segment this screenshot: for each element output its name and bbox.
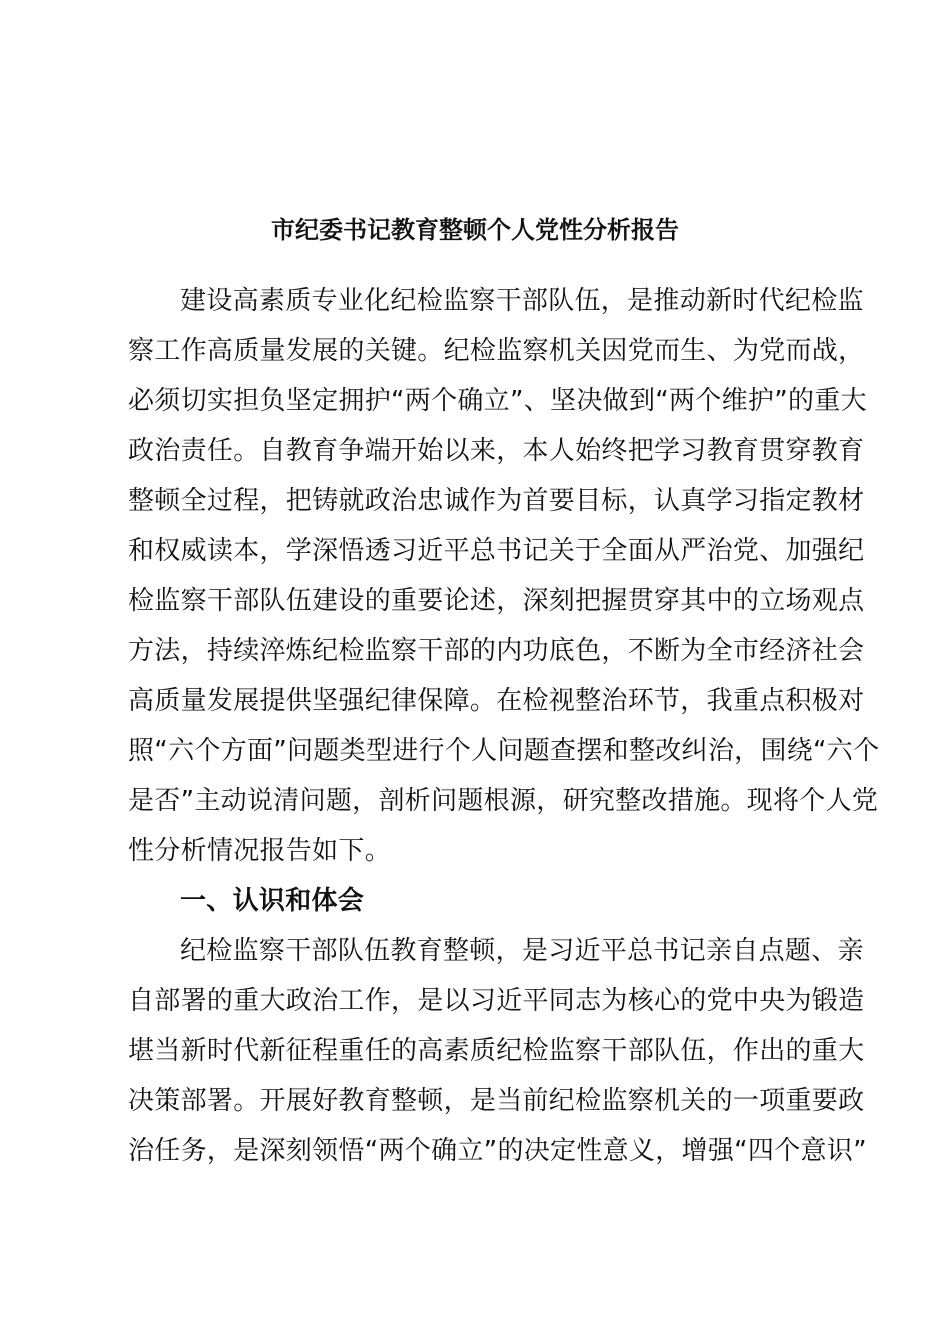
paragraph-line: 性分析情况报告如下。 [128,836,392,866]
paragraph-line: 高质量发展提供坚强纪律保障。在检视整治环节，我重点积极对 [128,686,865,716]
paragraph-line: 照“六个方面”问题类型进行个人问题查摆和整改纠治，围绕“六个 [128,736,880,766]
paragraph-line: 必须切实担负坚定拥护“两个确立”、坚决做到“两个维护”的重大 [128,386,867,416]
paragraph-line: 是否”主动说清问题，剖析问题根源，研究整改措施。现将个人党 [128,786,879,816]
document-title: 市纪委书记教育整顿个人党性分析报告 [271,216,679,244]
paragraph-line: 决策部署。开展好教育整顿，是当前纪检监察机关的一项重要政 [128,1086,865,1116]
paragraph-line: 建设高素质专业化纪检监察干部队伍，是推动新时代纪检监 [180,286,864,316]
paragraph-line: 自部署的重大政治工作，是以习近平同志为核心的党中央为锻造 [128,986,865,1016]
paragraph-line: 堪当新时代新征程重任的高素质纪检监察干部队伍，作出的重大 [128,1036,865,1066]
paragraph-line: 整顿全过程，把铸就政治忠诚作为首要目标，认真学习指定教材 [128,486,865,516]
section-heading: 一、认识和体会 [180,886,365,916]
paragraph-line: 方法，持续淬炼纪检监察干部的内功底色，不断为全市经济社会 [128,636,865,666]
paragraph-line: 治任务，是深刻领悟“两个确立”的决定性意义，增强“四个意识” [128,1136,867,1166]
paragraph-line: 检监察干部队伍建设的重要论述，深刻把握贯穿其中的立场观点 [128,586,865,616]
paragraph-line: 纪检监察干部队伍教育整顿，是习近平总书记亲自点题、亲 [180,936,864,966]
paragraph-line: 和权威读本，学深悟透习近平总书记关于全面从严治党、加强纪 [128,536,865,566]
paragraph-line: 政治责任。自教育争端开始以来，本人始终把学习教育贯穿教育 [128,436,865,466]
paragraph-line: 察工作高质量发展的关键。纪检监察机关因党而生、为党而战， [128,336,865,366]
